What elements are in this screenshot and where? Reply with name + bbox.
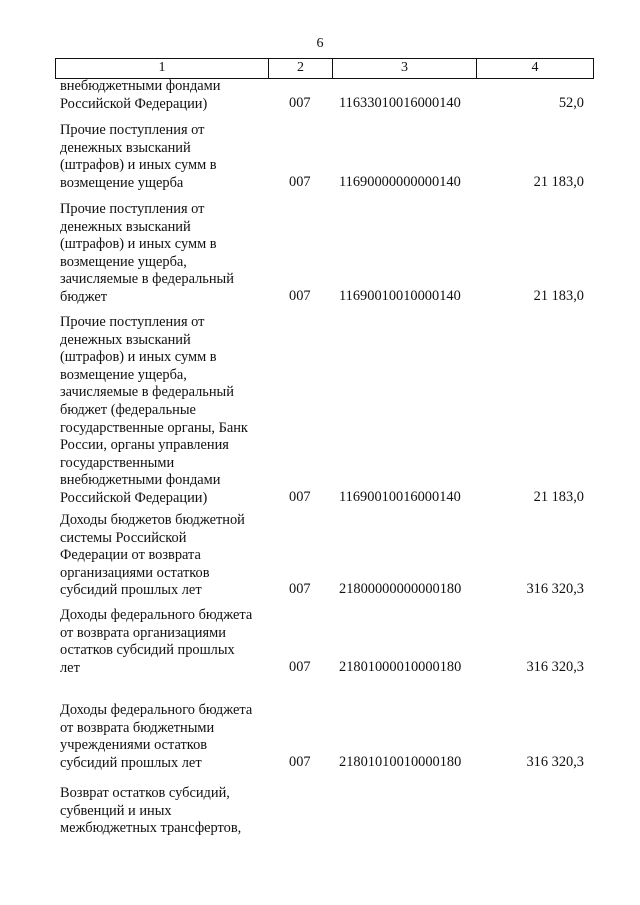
row-amount: 21 183,0 bbox=[533, 288, 584, 304]
row-description: Доходы федерального бюджета от возврата организациями остатков субсидий прошлых лет bbox=[60, 607, 253, 676]
row-code: 007 bbox=[289, 489, 311, 505]
row-kbk: 11690010016000140 bbox=[339, 489, 461, 505]
table-row bbox=[55, 785, 594, 841]
row-code: 007 bbox=[289, 754, 311, 770]
row-amount: 21 183,0 bbox=[533, 489, 584, 505]
row-amount: 316 320,3 bbox=[526, 659, 584, 675]
row-kbk: 21801000010000180 bbox=[339, 659, 462, 675]
table-row bbox=[55, 607, 594, 681]
row-kbk: 11690000000000140 bbox=[339, 174, 461, 190]
row-description: Доходы бюджетов бюджетной системы Российской Федерации от возврата организациями остатков субсидий прошлых лет bbox=[60, 512, 245, 599]
row-kbk: 11690010010000140 bbox=[339, 288, 461, 304]
row-description: внебюджетными фондами Российской Федерации) bbox=[60, 78, 221, 112]
table-row bbox=[55, 512, 594, 602]
table-row bbox=[55, 78, 594, 114]
row-kbk: 11633010016000140 bbox=[339, 95, 461, 111]
row-amount: 316 320,3 bbox=[526, 754, 584, 770]
row-description: Прочие поступления от денежных взысканий (штрафов) и иных сумм в возмещение ущерба bbox=[60, 122, 217, 191]
row-amount: 21 183,0 bbox=[533, 174, 584, 190]
row-description: Возврат остатков субсидий, субвенций и иных межбюджетных трансфертов, bbox=[60, 785, 242, 837]
page-number: 6 bbox=[316, 36, 324, 51]
table-row bbox=[55, 702, 594, 776]
row-code: 007 bbox=[289, 581, 311, 597]
row-description: Прочие поступления от денежных взысканий (штрафов) и иных сумм в возмещение ущерба, зачисляемые в федеральный бюджет (федеральные государственные органы, Банк России, органы управления государственными внебюджетными фондами Российской Федерации) bbox=[60, 314, 248, 506]
table-row bbox=[55, 122, 594, 194]
table-row bbox=[55, 314, 594, 509]
row-code: 007 bbox=[289, 659, 311, 675]
row-description: Доходы федерального бюджета от возврата бюджетными учреждениями остатков субсидий прошлых лет bbox=[60, 702, 253, 771]
row-amount: 52,0 bbox=[558, 95, 584, 111]
header-col-3: 3 bbox=[332, 59, 476, 78]
header-col-1: 1 bbox=[158, 60, 166, 75]
table-row bbox=[55, 201, 594, 307]
row-kbk: 21801010010000180 bbox=[339, 754, 462, 770]
table-header bbox=[55, 58, 594, 79]
row-kbk: 21800000000000180 bbox=[339, 581, 462, 597]
row-description: Прочие поступления от денежных взысканий (штрафов) и иных сумм в возмещение ущерба, зачисляемые в федеральный бюджет bbox=[60, 201, 234, 305]
row-code: 007 bbox=[289, 174, 311, 190]
row-code: 007 bbox=[289, 95, 311, 111]
row-amount: 316 320,3 bbox=[526, 581, 584, 597]
header-col-2: 2 bbox=[268, 59, 332, 78]
row-code: 007 bbox=[289, 288, 311, 304]
header-col-4: 4 bbox=[476, 59, 593, 78]
